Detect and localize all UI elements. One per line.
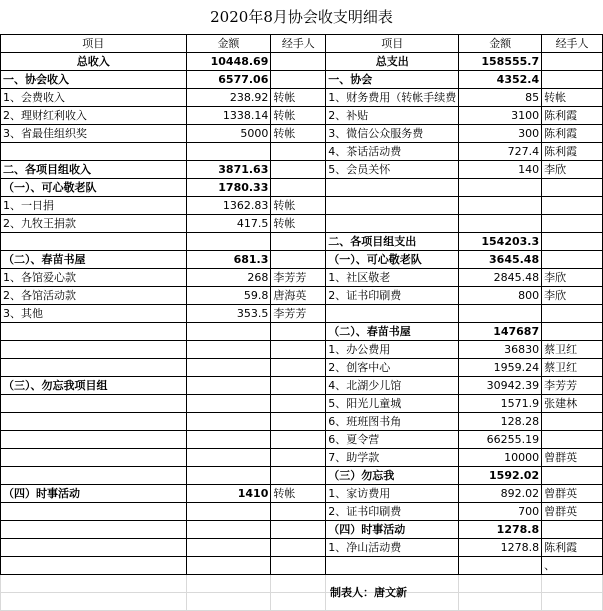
income-handler-cell (271, 179, 326, 197)
expense-handler-cell (542, 251, 603, 269)
income-handler-cell (271, 467, 326, 485)
ledger-table (0, 34, 603, 611)
expense-amount-cell: 36830 (459, 341, 542, 359)
income-handler-cell: 转帐 (271, 125, 326, 143)
income-amount-cell: 1338.14 (186, 107, 271, 125)
expense-amount-cell (459, 197, 542, 215)
table-row (1, 431, 603, 449)
income-handler-cell: 转帐 (271, 197, 326, 215)
income-item-cell (1, 557, 187, 575)
expense-handler-cell: 李欣 (542, 287, 603, 305)
income-handler-cell: 转帐 (271, 215, 326, 233)
income-item-cell (1, 413, 187, 431)
empty-cell (542, 593, 603, 611)
income-amount-cell (186, 557, 271, 575)
header-handler-left: 经手人 (271, 35, 326, 53)
empty-cell (459, 593, 542, 611)
expense-item-cell (326, 557, 459, 575)
table-row (1, 89, 603, 107)
header-handler-right: 经手人 (542, 35, 603, 53)
income-handler-cell (271, 143, 326, 161)
table-row (1, 503, 603, 521)
expense-amount-cell: 1571.9 (459, 395, 542, 413)
expense-handler-cell (542, 323, 603, 341)
income-item-cell: 2、九牧王捐款 (1, 215, 187, 233)
income-amount-cell: 1410 (186, 485, 271, 503)
expense-handler-cell: 转帐 (542, 89, 603, 107)
income-amount-cell: 1362.83 (186, 197, 271, 215)
expense-handler-cell (542, 53, 603, 71)
expense-item-cell: 3、微信公众服务费 (326, 125, 459, 143)
table-row (1, 305, 603, 323)
income-item-cell (1, 503, 187, 521)
income-handler-cell (271, 521, 326, 539)
income-handler-cell: 李芳芳 (271, 269, 326, 287)
income-item-cell (1, 323, 187, 341)
expense-item-cell: 6、班班图书角 (326, 413, 459, 431)
expense-amount-cell: 66255.19 (459, 431, 542, 449)
expense-amount-cell: 2845.48 (459, 269, 542, 287)
expense-item-cell: 2、证书印刷费 (326, 503, 459, 521)
expense-handler-cell (542, 413, 603, 431)
table-row (1, 269, 603, 287)
empty-cell (459, 575, 542, 593)
expense-handler-cell: 曾群英 (542, 449, 603, 467)
income-item-cell (1, 341, 187, 359)
table-row (1, 413, 603, 431)
expense-amount-cell: 140 (459, 161, 542, 179)
income-item-cell: 二、各项目组收入 (1, 161, 187, 179)
expense-handler-cell: 曾群英 (542, 485, 603, 503)
expense-handler-cell (542, 71, 603, 89)
expense-amount-cell: 1278.8 (459, 539, 542, 557)
expense-item-cell: 5、阳光儿童城 (326, 395, 459, 413)
table-row (1, 143, 603, 161)
table-row (1, 215, 603, 233)
table-row (1, 179, 603, 197)
income-item-cell (1, 431, 187, 449)
expense-item-cell (326, 179, 459, 197)
ledger-body (1, 35, 603, 611)
income-item-cell (1, 467, 187, 485)
table-row (1, 287, 603, 305)
income-amount-cell (186, 395, 271, 413)
table-row (1, 107, 603, 125)
income-item-cell: 一、协会收入 (1, 71, 187, 89)
table-row (1, 449, 603, 467)
expense-handler-cell: 李欣 (542, 161, 603, 179)
expense-amount-cell: 800 (459, 287, 542, 305)
expense-item-cell: 6、夏令营 (326, 431, 459, 449)
empty-cell (1, 575, 187, 593)
income-amount-cell: 5000 (186, 125, 271, 143)
expense-item-cell (326, 215, 459, 233)
income-amount-cell (186, 431, 271, 449)
income-item-cell: （一）、可心敬老队 (1, 179, 187, 197)
expense-item-cell: 1、财务费用（转帐手续费 (326, 89, 459, 107)
income-item-cell: 1、一日捐 (1, 197, 187, 215)
income-amount-cell (186, 539, 271, 557)
table-row (1, 125, 603, 143)
expense-amount-cell: 300 (459, 125, 542, 143)
income-handler-cell (271, 395, 326, 413)
expense-item-cell: 2、创客中心 (326, 359, 459, 377)
income-amount-cell: 238.92 (186, 89, 271, 107)
expense-item-cell: 1、社区敬老 (326, 269, 459, 287)
table-row (1, 233, 603, 251)
income-amount-cell: 681.3 (186, 251, 271, 269)
empty-cell (186, 575, 271, 593)
expense-amount-cell: 85 (459, 89, 542, 107)
expense-handler-cell (542, 305, 603, 323)
table-row (1, 485, 603, 503)
income-amount-cell (186, 359, 271, 377)
income-handler-cell (271, 161, 326, 179)
income-item-cell: 3、其他 (1, 305, 187, 323)
income-handler-cell (271, 251, 326, 269)
expense-handler-cell: 蔡卫红 (542, 359, 603, 377)
expense-handler-cell (542, 215, 603, 233)
empty-row (1, 575, 603, 593)
income-amount-cell: 1780.33 (186, 179, 271, 197)
expense-amount-cell: 128.28 (459, 413, 542, 431)
income-item-cell (1, 395, 187, 413)
income-item-cell (1, 521, 187, 539)
income-amount-cell (186, 521, 271, 539)
income-amount-cell: 3871.63 (186, 161, 271, 179)
income-amount-cell: 353.5 (186, 305, 271, 323)
expense-amount-cell: 147687 (459, 323, 542, 341)
income-item-cell: 3、省最佳组织奖 (1, 125, 187, 143)
expense-item-cell: 二、各项目组支出 (326, 233, 459, 251)
expense-item-cell: 1、家访费用 (326, 485, 459, 503)
expense-amount-cell (459, 215, 542, 233)
header-amount-right: 金额 (459, 35, 542, 53)
expense-amount-cell (459, 305, 542, 323)
income-amount-cell: 10448.69 (186, 53, 271, 71)
table-row (1, 71, 603, 89)
expense-handler-cell (542, 233, 603, 251)
empty-cell (186, 593, 271, 611)
income-handler-cell (271, 377, 326, 395)
expense-handler-cell: 曾群英 (542, 503, 603, 521)
expense-item-cell: 1、净山活动费 (326, 539, 459, 557)
income-handler-cell (271, 359, 326, 377)
table-row (1, 521, 603, 539)
expense-handler-cell (542, 467, 603, 485)
income-item-cell: （二）、春苗书屋 (1, 251, 187, 269)
income-item-cell (1, 539, 187, 557)
table-row (1, 53, 603, 71)
income-item-cell (1, 143, 187, 161)
table-row (1, 557, 603, 575)
expense-amount-cell: 3645.48 (459, 251, 542, 269)
sheet-title: 2020年8月协会收支明细表 (210, 8, 393, 26)
income-amount-cell (186, 449, 271, 467)
expense-handler-cell: 李芳芳 (542, 377, 603, 395)
income-amount-cell: 6577.06 (186, 71, 271, 89)
income-handler-cell (271, 449, 326, 467)
income-amount-cell: 417.5 (186, 215, 271, 233)
expense-amount-cell (459, 557, 542, 575)
expense-item-cell: （一）、可心敬老队 (326, 251, 459, 269)
header-row (1, 35, 603, 53)
income-handler-cell (271, 413, 326, 431)
expense-amount-cell: 1592.02 (459, 467, 542, 485)
income-amount-cell: 268 (186, 269, 271, 287)
table-row (1, 359, 603, 377)
expense-handler-cell: 陈利霞 (542, 143, 603, 161)
income-handler-cell: 转帐 (271, 107, 326, 125)
income-amount-cell (186, 341, 271, 359)
income-amount-cell (186, 503, 271, 521)
expense-handler-cell: 蔡卫红 (542, 341, 603, 359)
expense-handler-cell: 陈利霞 (542, 539, 603, 557)
income-amount-cell: 59.8 (186, 287, 271, 305)
table-row (1, 251, 603, 269)
income-handler-cell (271, 557, 326, 575)
expense-item-cell: 7、助学款 (326, 449, 459, 467)
expense-handler-cell: 、 (542, 557, 603, 575)
income-handler-cell (271, 539, 326, 557)
income-amount-cell (186, 233, 271, 251)
expense-amount-cell: 892.02 (459, 485, 542, 503)
expense-amount-cell: 30942.39 (459, 377, 542, 395)
income-handler-cell (271, 323, 326, 341)
expense-handler-cell: 张建林 (542, 395, 603, 413)
expense-amount-cell: 154203.3 (459, 233, 542, 251)
preparer-label: 制表人：唐文新 (330, 586, 407, 599)
income-amount-cell (186, 323, 271, 341)
expense-handler-cell: 李欣 (542, 269, 603, 287)
table-row (1, 395, 603, 413)
expense-item-cell: （二）、春苗书屋 (326, 323, 459, 341)
table-row (1, 341, 603, 359)
header-item-left: 项目 (1, 35, 187, 53)
table-row (1, 323, 603, 341)
income-handler-cell (271, 71, 326, 89)
income-item-cell: 1、会费收入 (1, 89, 187, 107)
income-item-cell: 2、各馆活动款 (1, 287, 187, 305)
expense-handler-cell (542, 431, 603, 449)
table-row (1, 161, 603, 179)
empty-row (1, 593, 603, 611)
income-item-cell: 1、各馆爱心款 (1, 269, 187, 287)
expense-handler-cell (542, 521, 603, 539)
expense-item-cell: 2、证书印刷费 (326, 287, 459, 305)
table-row (1, 467, 603, 485)
header-amount-left: 金额 (186, 35, 271, 53)
expense-item-cell: 4、茶话活动费 (326, 143, 459, 161)
expense-item-cell: 一、协会 (326, 71, 459, 89)
empty-cell (542, 575, 603, 593)
expense-amount-cell (459, 179, 542, 197)
expense-item-cell: 1、办公费用 (326, 341, 459, 359)
expense-item-cell: 4、北湖少儿馆 (326, 377, 459, 395)
table-row (1, 197, 603, 215)
expense-amount-cell: 700 (459, 503, 542, 521)
empty-cell (271, 593, 326, 611)
income-amount-cell (186, 413, 271, 431)
income-handler-cell: 转帐 (271, 485, 326, 503)
expense-amount-cell: 1278.8 (459, 521, 542, 539)
expense-item-cell: 2、补贴 (326, 107, 459, 125)
expense-handler-cell (542, 179, 603, 197)
expense-item-cell: （四）时事活动 (326, 521, 459, 539)
table-row (1, 377, 603, 395)
income-item-cell (1, 359, 187, 377)
income-amount-cell (186, 377, 271, 395)
expense-amount-cell: 158555.7 (459, 53, 542, 71)
income-amount-cell (186, 143, 271, 161)
expense-item-cell: 总支出 (326, 53, 459, 71)
income-handler-cell (271, 503, 326, 521)
expense-item-cell (326, 305, 459, 323)
expense-handler-cell (542, 197, 603, 215)
expense-handler-cell: 陈利霞 (542, 107, 603, 125)
header-item-right: 项目 (326, 35, 459, 53)
income-handler-cell (271, 53, 326, 71)
expense-amount-cell: 3100 (459, 107, 542, 125)
income-item-cell (1, 233, 187, 251)
income-item-cell: （三）、勿忘我项目组 (1, 377, 187, 395)
income-handler-cell (271, 341, 326, 359)
expense-amount-cell: 10000 (459, 449, 542, 467)
expense-amount-cell: 1959.24 (459, 359, 542, 377)
income-handler-cell: 唐海英 (271, 287, 326, 305)
expense-item-cell: （三）勿忘我 (326, 467, 459, 485)
income-handler-cell (271, 233, 326, 251)
expense-amount-cell: 4352.4 (459, 71, 542, 89)
income-item-cell: 总收入 (1, 53, 187, 71)
income-item-cell (1, 449, 187, 467)
expense-item-cell (326, 197, 459, 215)
income-handler-cell: 转帐 (271, 89, 326, 107)
income-item-cell: 2、理财红利收入 (1, 107, 187, 125)
income-item-cell: （四）时事活动 (1, 485, 187, 503)
table-row (1, 539, 603, 557)
expense-amount-cell: 727.4 (459, 143, 542, 161)
expense-handler-cell: 陈利霞 (542, 125, 603, 143)
income-handler-cell: 李芳芳 (271, 305, 326, 323)
expense-item-cell: 5、会员关怀 (326, 161, 459, 179)
empty-cell (271, 575, 326, 593)
income-amount-cell (186, 467, 271, 485)
empty-cell (1, 593, 187, 611)
income-handler-cell (271, 431, 326, 449)
